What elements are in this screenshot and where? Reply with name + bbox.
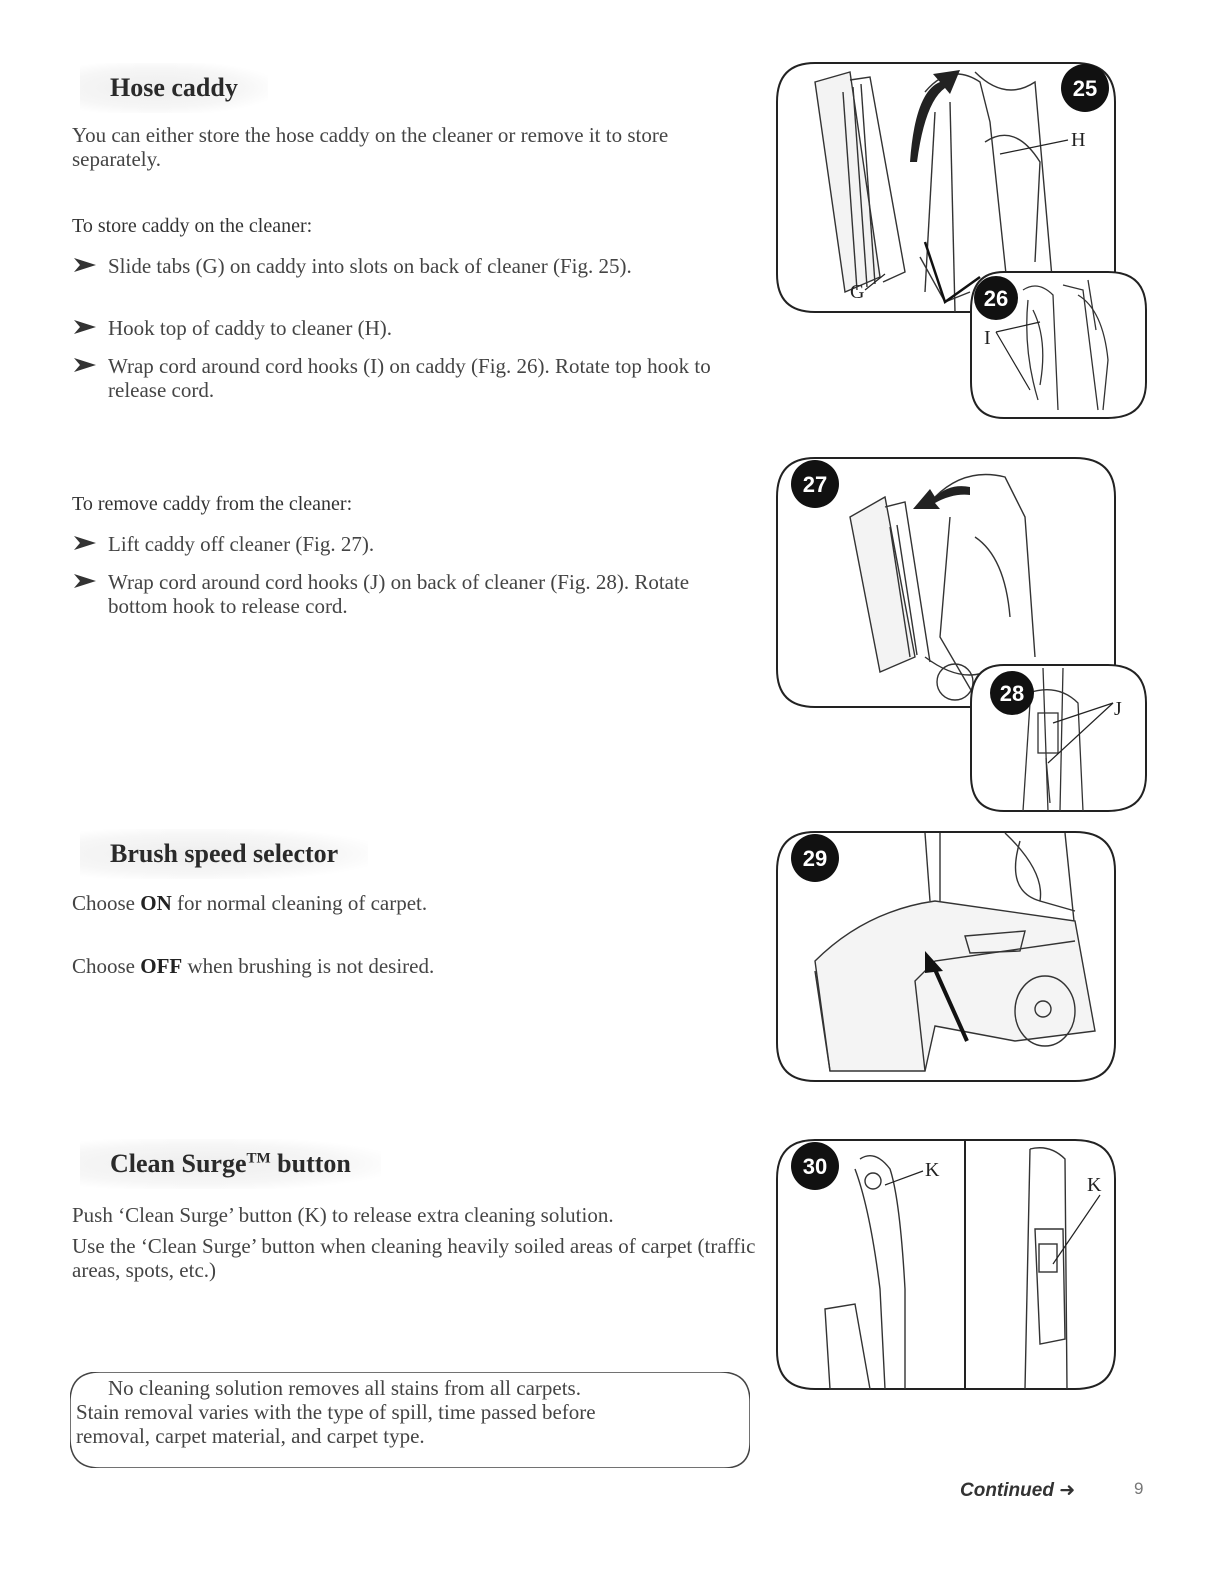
bullet-arrow-icon: [74, 573, 96, 589]
figure-30: [775, 1139, 1120, 1391]
continued-label: [960, 1479, 1075, 1502]
store-step-1: [74, 254, 734, 278]
figure-30-number: 30: [802, 1154, 828, 1179]
figure-27-number: 27: [802, 472, 828, 497]
figure-26-number: 26: [983, 286, 1009, 311]
remove-step-2: [74, 570, 734, 618]
remove-step-2-text: Wrap cord around cord hooks (J) on back of cleaner (Fig. 28). Rotate bottom hook to release cord.: [108, 570, 690, 618]
store-step-3-text: Wrap cord around cord hooks (I) on caddy (Fig. 26). Rotate top hook to release cord.: [108, 354, 711, 402]
figure-25-number: 25: [1072, 76, 1098, 101]
label-k-left: K: [925, 1159, 940, 1181]
brush-on-post: for normal cleaning of carpet.: [171, 891, 428, 915]
label-h: H: [1071, 129, 1086, 151]
remove-caddy-heading-text: To remove caddy from the cleaner:: [72, 493, 353, 515]
clean-surge-line2: Use the ‘Clean Surge’ button when cleaning heavily soiled areas of carpet (traffic areas, spots, etc.): [72, 1234, 756, 1282]
brush-off-bold: OFF: [140, 954, 183, 978]
label-i: I: [984, 327, 991, 349]
brush-speed-on-line: [72, 891, 427, 915]
store-caddy-heading-text: To store caddy on the cleaner:: [72, 215, 313, 237]
note-text: [76, 1376, 756, 1448]
clean-surge-title-suffix: button: [270, 1149, 351, 1178]
hose-caddy-intro: You can either store the hose caddy on the cleaner or remove it to store separately.: [72, 123, 669, 171]
brush-speed-heading: [80, 829, 368, 879]
figure-26: [968, 270, 1150, 422]
continued-arrow-icon: ➜: [1059, 1480, 1076, 1501]
clean-surge-title-text: Clean Surge: [110, 1149, 247, 1178]
figure-29-number: 29: [802, 846, 828, 871]
figure-28-number: 28: [999, 681, 1025, 706]
clean-surge-title: [110, 1149, 351, 1179]
store-caddy-heading: [72, 215, 312, 238]
label-k-right: K: [1087, 1174, 1102, 1196]
store-step-2: [74, 316, 734, 340]
store-step-1-text: Slide tabs (G) on caddy into slots on back of cleaner (Fig. 25).: [108, 254, 632, 278]
bullet-arrow-icon: [74, 535, 96, 551]
brush-speed-off-line: [72, 954, 434, 978]
brush-off-pre: Choose: [72, 954, 141, 978]
remove-step-1-text: Lift caddy off cleaner (Fig. 27).: [108, 532, 375, 556]
remove-step-1: [74, 532, 734, 556]
clean-surge-line1: Push ‘Clean Surge’ button (K) to release extra cleaning solution.: [72, 1203, 614, 1227]
page-number: 9: [1134, 1479, 1144, 1498]
figure-28: [968, 663, 1150, 815]
remove-caddy-heading: [72, 493, 352, 516]
bullet-arrow-icon: [74, 357, 96, 373]
label-j: J: [1114, 698, 1122, 720]
figure-29: [775, 831, 1120, 1083]
hose-caddy-title: Hose caddy: [110, 73, 238, 102]
continued-text: Continued: [960, 1480, 1054, 1501]
note-line-1: No cleaning solution removes all stains from all carpets.: [108, 1376, 581, 1400]
store-step-2-text: Hook top of caddy to cleaner (H).: [108, 316, 392, 340]
note-line-2: Stain removal varies with the type of spill, time passed before: [76, 1400, 596, 1424]
label-g: G: [850, 281, 865, 303]
note-line-3: removal, carpet material, and carpet type.: [76, 1424, 425, 1448]
hose-caddy-heading: [80, 63, 268, 113]
clean-surge-heading: [80, 1139, 381, 1189]
bullet-arrow-icon: [74, 319, 96, 335]
brush-on-bold: ON: [140, 891, 172, 915]
bullet-arrow-icon: [74, 257, 96, 273]
brush-off-post: when brushing is not desired.: [182, 954, 435, 978]
brush-speed-title: Brush speed selector: [110, 839, 339, 868]
trademark-mark: TM: [246, 1150, 271, 1167]
brush-on-pre: Choose: [72, 891, 141, 915]
store-step-3: [74, 354, 754, 402]
